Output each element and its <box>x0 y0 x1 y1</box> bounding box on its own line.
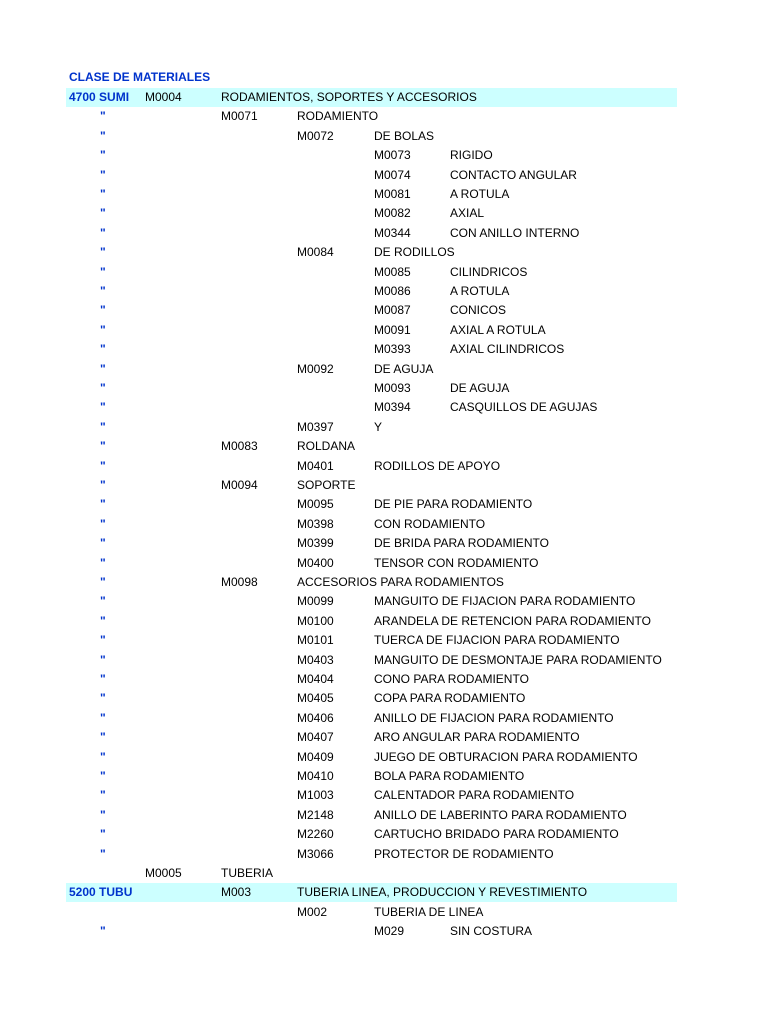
code-cell: M0397 <box>297 419 334 434</box>
ditto-mark: " <box>100 516 106 531</box>
class-code-cell: 5200 TUBU <box>69 885 133 900</box>
table-row <box>66 651 677 670</box>
description-cell: M0093 <box>374 381 411 395</box>
code-cell: M0403 <box>297 652 334 667</box>
description-cell: RODAMIENTOS, SOPORTES Y ACCESORIOS <box>221 90 477 104</box>
table-row <box>66 592 677 611</box>
code-cell: M002 <box>297 904 328 919</box>
description-cell: JUEGO DE OBTURACION PARA RODAMIENTO <box>374 749 638 764</box>
ditto-mark: " <box>100 594 106 609</box>
sheet-title-row <box>66 68 677 87</box>
ditto-mark: " <box>100 749 106 764</box>
ditto-mark: " <box>100 361 106 376</box>
description-cell: MANGUITO DE FIJACION PARA RODAMIENTO <box>374 594 636 609</box>
sheet-title: CLASE DE MATERIALES <box>69 70 211 84</box>
table-row <box>66 398 677 417</box>
ditto-mark: " <box>100 633 106 648</box>
table-row <box>66 457 677 476</box>
description-cell: DE BOLAS <box>374 128 435 143</box>
ditto-mark: " <box>100 769 106 783</box>
ditto-mark: " <box>100 381 106 395</box>
description-cell: M0344 <box>374 225 411 240</box>
table-row <box>66 806 677 825</box>
ditto-mark: " <box>100 613 106 628</box>
code-cell: M0084 <box>297 245 334 260</box>
ditto-mark: " <box>100 924 106 939</box>
ditto-mark: " <box>100 807 106 822</box>
description-cell: TUBERIA DE LINEA <box>374 904 484 919</box>
table-row <box>66 204 677 223</box>
description-cell: M0081 <box>374 187 411 201</box>
table-row <box>66 321 677 340</box>
code-cell: M0004 <box>145 90 182 104</box>
description-cell: MANGUITO DE DESMONTAJE PARA RODAMIENTO <box>374 652 662 667</box>
code-cell: M0410 <box>297 769 334 783</box>
table-row <box>66 107 677 126</box>
ditto-mark: " <box>100 652 106 667</box>
description-cell: DE BRIDA PARA RODAMIENTO <box>374 536 549 551</box>
ditto-mark: " <box>100 555 106 570</box>
ditto-mark: " <box>100 846 106 861</box>
ditto-mark: " <box>100 109 106 124</box>
ditto-mark: " <box>100 672 106 686</box>
description-cell: M0073 <box>374 148 411 163</box>
code-cell: RIGIDO <box>450 148 493 163</box>
table-row <box>66 301 677 320</box>
description-cell: M029 <box>374 924 405 939</box>
code-cell: CONTACTO ANGULAR <box>450 167 577 182</box>
ditto-mark: " <box>100 419 106 434</box>
code-cell: M0100 <box>297 613 334 628</box>
table-row <box>66 146 677 165</box>
ditto-mark: " <box>100 536 106 551</box>
description-cell: M0085 <box>374 264 411 279</box>
description-cell: M0091 <box>374 322 411 337</box>
code-cell: ACCESORIOS PARA RODAMIENTOS <box>297 575 504 589</box>
code-cell: AXIAL <box>450 206 485 221</box>
description-cell: M0074 <box>374 167 411 182</box>
table-row <box>66 825 677 844</box>
description-cell: M0082 <box>374 206 411 221</box>
table-row <box>66 263 677 282</box>
class-code-cell: 4700 SUMI <box>69 90 130 104</box>
code-cell: M0005 <box>145 866 182 880</box>
description-cell: RODILLOS DE APOYO <box>374 458 501 473</box>
description-cell: DE AGUJA <box>374 361 434 376</box>
table-row <box>66 243 677 262</box>
table-row <box>66 883 677 902</box>
description-cell: CON RODAMIENTO <box>374 516 486 531</box>
code-cell: M2260 <box>297 827 334 842</box>
code-cell: M0400 <box>297 555 334 570</box>
code-cell: AXIAL CILINDRICOS <box>450 342 565 357</box>
code-cell: SOPORTE <box>297 478 356 492</box>
ditto-mark: " <box>100 303 106 318</box>
description-cell: TENSOR CON RODAMIENTO <box>374 555 539 570</box>
code-cell: CON ANILLO INTERNO <box>450 225 580 240</box>
table-row <box>66 282 677 301</box>
table-row <box>66 360 677 379</box>
description-cell: M0094 <box>221 478 258 492</box>
ditto-mark: " <box>100 788 106 803</box>
description-cell: TUBERIA <box>221 866 274 880</box>
table-row <box>66 515 677 534</box>
table-row <box>66 127 677 146</box>
ditto-mark: " <box>100 827 106 842</box>
table-row <box>66 476 677 495</box>
ditto-mark: " <box>100 691 106 706</box>
description-cell: CARTUCHO BRIDADO PARA RODAMIENTO <box>374 827 619 842</box>
description-cell: TUERCA DE FIJACION PARA RODAMIENTO <box>374 633 620 648</box>
table-row <box>66 689 677 708</box>
table-row <box>66 437 677 456</box>
ditto-mark: " <box>100 128 106 143</box>
ditto-mark: " <box>100 322 106 337</box>
table-row <box>66 670 677 689</box>
description-cell: CONO PARA RODAMIENTO <box>374 672 529 686</box>
table-row <box>66 709 677 728</box>
code-cell: M0099 <box>297 594 334 609</box>
table-row <box>66 748 677 767</box>
table-row <box>66 728 677 747</box>
table-row <box>66 534 677 553</box>
table-row <box>66 224 677 243</box>
code-cell: M0092 <box>297 361 334 376</box>
ditto-mark: " <box>100 575 106 589</box>
table-row <box>66 864 677 883</box>
code-cell: M0405 <box>297 691 334 706</box>
code-cell: M2148 <box>297 807 334 822</box>
ditto-mark: " <box>100 148 106 163</box>
code-cell: M0407 <box>297 730 334 745</box>
ditto-mark: " <box>100 167 106 182</box>
table-row <box>66 340 677 359</box>
ditto-mark: " <box>100 458 106 473</box>
table-row <box>66 495 677 514</box>
ditto-mark: " <box>100 439 106 454</box>
code-cell: ROLDANA <box>297 439 356 454</box>
ditto-mark: " <box>100 710 106 725</box>
description-cell: M003 <box>221 885 252 900</box>
description-cell: ARANDELA DE RETENCION PARA RODAMIENTO <box>374 613 651 628</box>
code-cell: DE AGUJA <box>450 381 510 395</box>
description-cell: M0071 <box>221 109 258 124</box>
description-cell: BOLA PARA RODAMIENTO <box>374 769 525 783</box>
table-row <box>66 554 677 573</box>
code-cell: M0409 <box>297 749 334 764</box>
table-row <box>66 573 677 592</box>
code-cell: M0404 <box>297 672 334 686</box>
code-cell: M0101 <box>297 633 334 648</box>
table-row <box>66 418 677 437</box>
ditto-mark: " <box>100 400 106 415</box>
ditto-mark: " <box>100 478 106 492</box>
code-cell: RODAMIENTO <box>297 109 379 124</box>
code-cell: M3066 <box>297 846 334 861</box>
table-row <box>66 379 677 398</box>
ditto-mark: " <box>100 187 106 201</box>
ditto-mark: " <box>100 342 106 357</box>
ditto-mark: " <box>100 264 106 279</box>
code-cell: CILINDRICOS <box>450 264 528 279</box>
code-cell: M0401 <box>297 458 334 473</box>
description-cell: COPA PARA RODAMIENTO <box>374 691 526 706</box>
description-cell: Y <box>374 419 383 434</box>
description-cell: DE PIE PARA RODAMIENTO <box>374 497 533 512</box>
ditto-mark: " <box>100 284 106 298</box>
description-cell: M0087 <box>374 303 411 318</box>
table-row <box>66 166 677 185</box>
code-cell: SIN COSTURA <box>450 924 533 939</box>
code-cell: M0399 <box>297 536 334 551</box>
table-row <box>66 612 677 631</box>
ditto-mark: " <box>100 245 106 260</box>
table-row <box>66 903 677 922</box>
description-cell: M0086 <box>374 284 411 298</box>
ditto-mark: " <box>100 497 106 512</box>
code-cell: AXIAL A ROTULA <box>450 322 546 337</box>
description-cell: ARO ANGULAR PARA RODAMIENTO <box>374 730 580 745</box>
code-cell: M0406 <box>297 710 334 725</box>
description-cell: M0394 <box>374 400 411 415</box>
description-cell: ANILLO DE LABERINTO PARA RODAMIENTO <box>374 807 627 822</box>
code-cell: A ROTULA <box>450 187 510 201</box>
table-row <box>66 845 677 864</box>
table-row <box>66 88 677 107</box>
code-cell: A ROTULA <box>450 284 510 298</box>
ditto-mark: " <box>100 730 106 745</box>
table-row <box>66 786 677 805</box>
table-row <box>66 767 677 786</box>
description-cell: PROTECTOR DE RODAMIENTO <box>374 846 554 861</box>
code-cell: TUBERIA LINEA, PRODUCCION Y REVESTIMIENTO <box>297 885 588 900</box>
code-cell: M0072 <box>297 128 334 143</box>
description-cell: CALENTADOR PARA RODAMIENTO <box>374 788 575 803</box>
description-cell: M0098 <box>221 575 258 589</box>
description-cell: M0083 <box>221 439 258 454</box>
table-row <box>66 922 677 941</box>
description-cell: DE RODILLOS <box>374 245 455 260</box>
code-cell: M0095 <box>297 497 334 512</box>
ditto-mark: " <box>100 225 106 240</box>
table-row <box>66 631 677 650</box>
code-cell: M1003 <box>297 788 334 803</box>
description-cell: ANILLO DE FIJACION PARA RODAMIENTO <box>374 710 614 725</box>
description-cell: M0393 <box>374 342 411 357</box>
code-cell: CONICOS <box>450 303 507 318</box>
code-cell: CASQUILLOS DE AGUJAS <box>450 400 598 415</box>
table-row <box>66 185 677 204</box>
ditto-mark: " <box>100 206 106 221</box>
code-cell: M0398 <box>297 516 334 531</box>
